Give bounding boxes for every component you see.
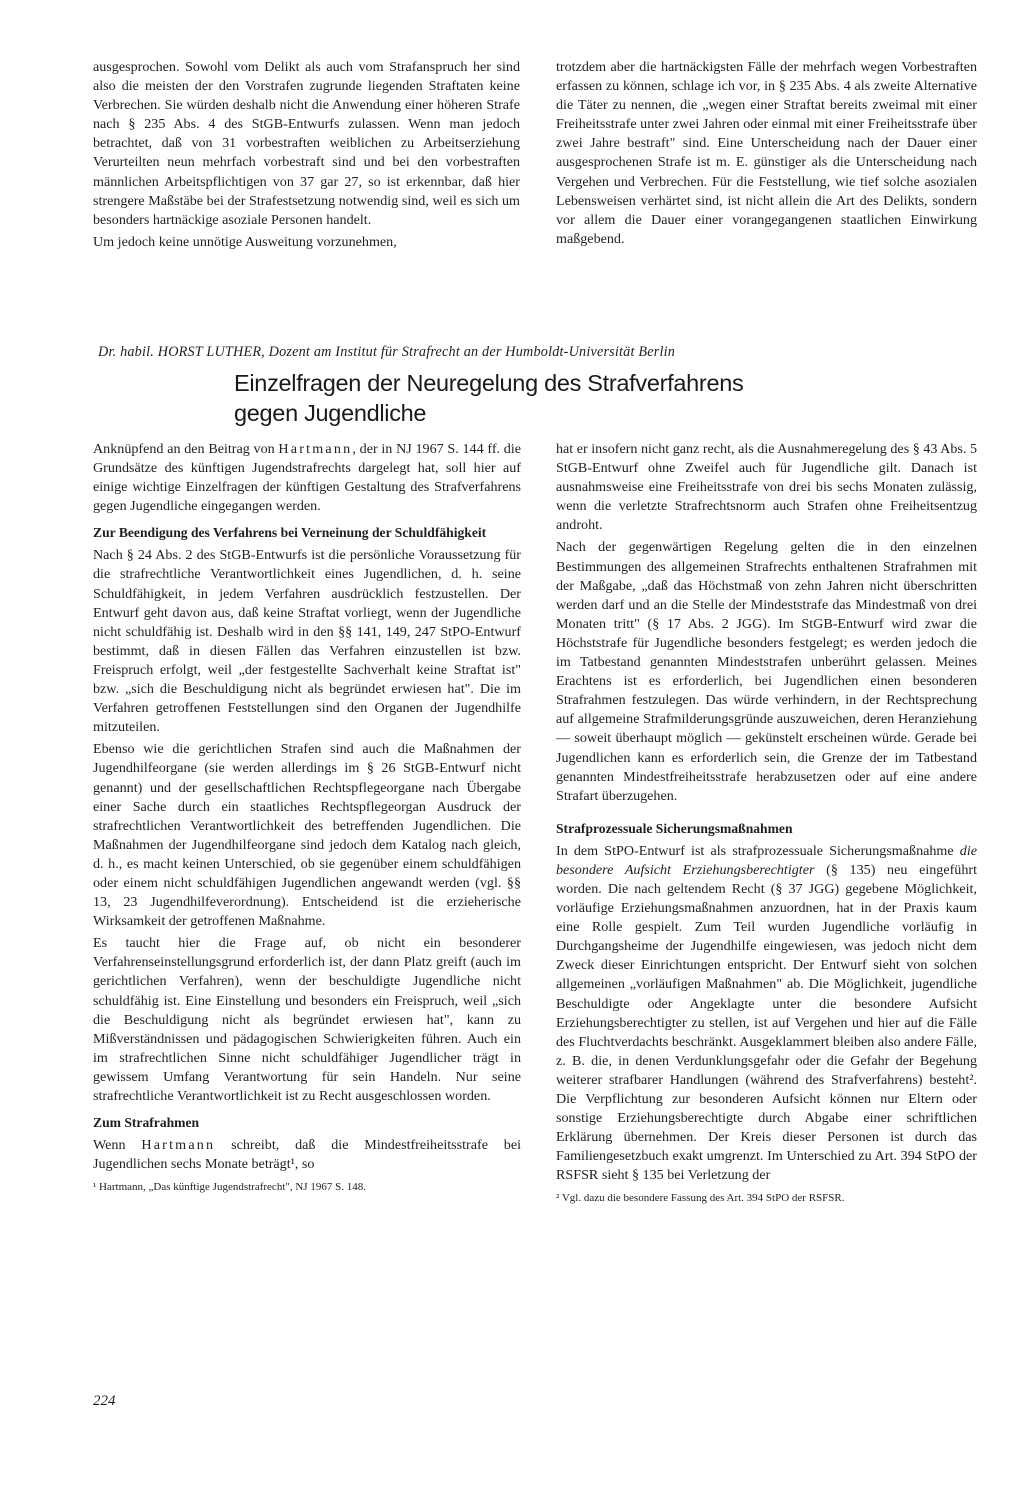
top-right-column xyxy=(556,58,977,249)
title-line: gegen Jugendliche xyxy=(234,400,427,426)
intro-paragraph: Anknüpfend an den Beitrag von Hartmann, der in NJ 1967 S. 144 ff. die Grundsätze des künftigen Jugendstrafrechts dargelegt hat, soll hier auf einige wichtige Einzelfragen der künftigen Gestaltung des Strafverfahrens gegen Jugendliche eingegangen werden. xyxy=(93,441,521,515)
title-line: Einzelfragen der Neuregelung des Strafverfahrens xyxy=(234,370,744,396)
cited-author: Hartmann xyxy=(141,1137,216,1154)
paragraph: hat er insofern nicht ganz recht, als die Ausnahmeregelung des § 43 Abs. 5 StGB-Entwurf ohne Zweifel auch für Jugendliche gilt. Danach ist ausnahmsweise eine Freiheitsstrafe von drei bis sechs Monaten zulässig, wenn die verletzte Strafrechtsnorm auch Strafen ohne Freiheitsentzug androht. xyxy=(556,441,977,534)
author-line: Dr. habil. HORST LUTHER, Dozent am Institut für Strafrecht an der Humboldt-Universität Berlin xyxy=(98,344,676,360)
paragraph: Nach der gegenwärtigen Regelung gelten die in den einzelnen Bestimmungen des allgemeinen Strafrechts enthaltenen Strafrahmen mit der Maßgabe, „daß das Höchstmaß von zehn Jahren nicht überschritten werden darf und an die Stelle der Mindeststrafe das Mindestmaß von drei Monaten tritt" (§ 17 Abs. 2 JGG). Im StGB-Entwurf wird zwar die Höchststrafe für Jugendliche besonders festgelegt; es werden jedoch die im Tatbestand genannten Mindeststrafen unberührt gelassen. Meines Erachtens ist es erforderlich, bei Jugendlichen einen besonderen Strafrahmen festzulegen. Das würde verhindern, in der Rechtsprechung auf allgemeine Strafmilderungsgründe auszuweichen, deren Heranziehung — soweit überhaupt möglich — gekünstelt erscheinen würde. Gerade bei Jugendlichen kann es erforderlich sein, die Grenze der im Tatbestand genannten Mindestfreiheitsstrafe herabzusetzen oder auf eine andere Strafart überzugehen. xyxy=(556,539,977,804)
section-heading: Zum Strafrahmen xyxy=(93,1115,200,1131)
section-heading: Strafprozessuale Sicherungsmaßnahmen xyxy=(556,820,793,836)
footnote: ¹ Hartmann, „Das künftige Jugendstrafrecht", NJ 1967 S. 148. xyxy=(93,1181,366,1194)
paragraph: Wenn Hartmann schreibt, daß die Mindestfreiheitsstrafe bei Jugendlichen sechs Monate beträgt¹, so xyxy=(93,1137,521,1173)
paragraph: In dem StPO-Entwurf ist als strafprozessuale Sicherungsmaßnahme die besondere Aufsicht Erziehungsberechtigter (§ 135) neu eingeführt worden. Die nach geltendem Recht (§ 37 JGG) gegebene Möglichkeit, vorläufige Erziehungsmaßnahmen anzuordnen, hat in der Praxis kaum eine Rolle gespielt. Zum Teil wurden Jugendliche vorläufig in Durchgangsheime der Jugendhilfe eingewiesen, was jedoch nicht dem Zweck dieser Einrichtungen entspricht. Der Entwurf sieht von solchen allgemeinen „vorläufigen Maßnahmen" ab. Die Möglichkeit, jugendliche Beschuldigte oder Angeklagte unter die besondere Aufsicht Erziehungsberechtigter zu stellen, ist auf Vergehen und hier auf die Fälle des Fluchtverdachts beschränkt. Ausgeklammert bleiben also andere Fälle, z. B. die, in denen Verdunklungsgefahr oder die Gefahr der Begehung weiterer strafbarer Handlungen (während des Strafverfahrens) besteht². Die Verpflichtung zur besonderen Aufsicht können nur Eltern oder sonstige Erziehungsberechtigte durch Abgabe einer schriftlichen Erklärung übernehmen. Der Kreis dieser Personen ist durch das Familiengesetzbuch exakt umgrenzt. Im Unterschied zu Art. 394 StPO der RSFSR sieht § 135 bei Verletzung der xyxy=(556,842,977,1184)
paragraph: ausgesprochen. Sowohl vom Delikt als auch vom Strafanspruch her sind also die meisten der den Vorstrafen zugrunde liegenden Straftaten keine Verbrechen. Sie würden deshalb nicht die Anwendung einer höheren Strafe nach § 235 Abs. 4 des StGB-Entwurfs zulassen. Wenn man jedoch betrachtet, daß von 31 vorbestraften weiblichen zu Arbeitserziehung Verurteilten neun mehrfach vorbestraft sind und bei den vorbestraften männlichen Arbeitspflichtigen von 37 gar 27, so ist erkennbar, daß hier strengere Maßstäbe bei der Strafestsetzung notwendig sind, weil es sich um besonders hartnäckige asoziale Personen handelt. xyxy=(93,59,520,228)
footnote: ² Vgl. dazu die besondere Fassung des Art. 394 StPO der RSFSR. xyxy=(556,1192,845,1205)
section-heading: Zur Beendigung des Verfahrens bei Verneinung der Schuldfähigkeit xyxy=(93,525,487,541)
main-left-column xyxy=(93,440,521,1194)
page-number: 224 xyxy=(93,1393,116,1409)
main-right-column xyxy=(556,440,977,1205)
paragraph: Nach § 24 Abs. 2 des StGB-Entwurfs ist die persönliche Voraussetzung für die strafrechtliche Verantwortlichkeit eines Jugendlichen, d. h. seine Schuldfähigkeit, in jedem Verfahren ausdrücklich festzustellen. Der Entwurf geht davon aus, daß keine Straftat vorliegt, wenn der Jugendliche nicht schuldfähig ist. Deshalb wird in den §§ 141, 149, 247 StPO-Entwurf bestimmt, daß in diesen Fällen das Verfahren einzustellen ist bzw. Freispruch erfolgt, weil „der festgestellte Sachverhalt keine Straftat ist" bzw. „sich die Beschuldigung nicht als begründet erwiesen hat". Die im Verfahren getroffenen Feststellungen sind den Organen der Jugendhilfe mitzuteilen. xyxy=(93,547,521,736)
article-title xyxy=(234,368,884,428)
top-left-column xyxy=(93,58,520,252)
paragraph: Ebenso wie die gerichtlichen Strafen sind auch die Maßnahmen der Jugendhilfeorgane (sie werden allerdings im § 26 StGB-Entwurf nicht genannt) und der gesellschaftlichen Rechtspflegeorgane nach Übergabe einer Sache durch ein staatliches Rechtspflegeorgan Ausdruck der strafrechtlichen Verantwortlichkeit des betreffenden Jugendlichen. Die Maßnahmen der Jugendhilfeorgane sind jedoch dem Katalog nach gleich, d. h., es macht keinen Unterschied, ob sie gegenüber einem schuldfähigen oder einem nicht schuldfähigen Jugendlichen angewandt werden (vgl. §§ 13, 23 Jugendhilfeverordnung). Entscheidend ist die erzieherische Wirksamkeit der getroffenen Maßnahme. xyxy=(93,741,521,930)
cited-author: Hartmann xyxy=(278,441,353,457)
paragraph: Um jedoch keine unnötige Ausweitung vorzunehmen, xyxy=(93,233,397,250)
paragraph: trotzdem aber die hartnäckigsten Fälle der mehrfach wegen Vorbestraften erfassen zu können, schlage ich vor, in § 235 Abs. 4 als zweite Alternative die Täter zu nennen, die „wegen einer Straftat bereits zweimal mit einer Freiheitsstrafe unter zwei Jahren oder einmal mit einer Freiheitsstrafe über zwei Jahre bestraft" sind. Eine Unterscheidung nach der Dauer einer ausgesprochenen Strafe ist m. E. günstiger als die Unterscheidung nach Vergehen und Verbrechen. Für die Feststellung, wie tief solche asozialen Lebensweisen verhärtet sind, ist nicht allein die Art des Delikts, sondern vor allem die Dauer einer vorangegangenen staatlichen Einwirkung maßgebend. xyxy=(556,59,977,247)
paragraph: Es taucht hier die Frage auf, ob nicht ein besonderer Verfahrenseinstellungsgrund erforderlich ist, der dann Platz greift (auch im gerichtlichen Verfahren), wenn der beschuldigte Jugendliche nicht schuldfähig ist. Eine Einstellung und besonders ein Freispruch, weil „sich die Beschuldigung nicht als begründet erwiesen hat", kann zu Mißverständnissen und pädagogischen Schwierigkeiten führen. Auch ein im strafrechtlichen Sinne nicht schuldfähiger Jugendlicher trägt in gewissem Umfang Verantwortung für sein Handeln. Nur seine strafrechtliche Verantwortlichkeit ist zu Recht ausgeschlossen worden. xyxy=(93,935,521,1104)
emphasis: die besondere Aufsicht Erziehungsberechtigter xyxy=(556,842,977,878)
